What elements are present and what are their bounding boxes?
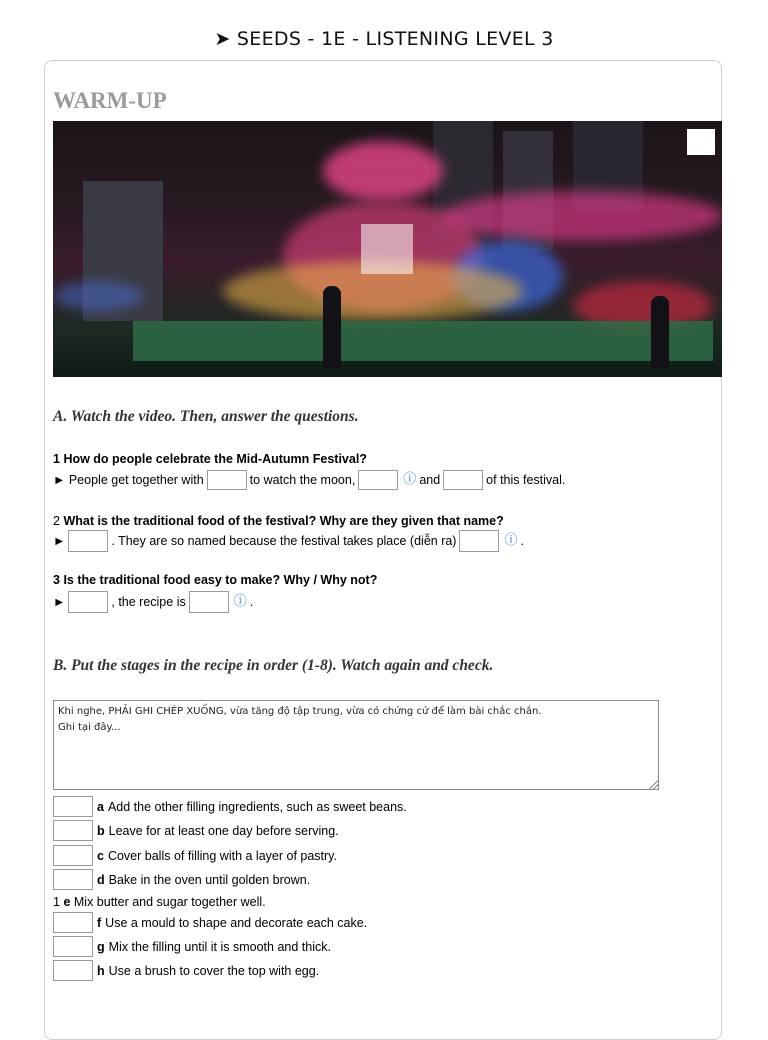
question-text: Is the traditional food easy to make? Why / Why not? xyxy=(63,573,378,587)
question-number: 3 xyxy=(53,573,60,587)
info-circle-icon[interactable]: ⓘ xyxy=(233,593,247,609)
recipe-stage-g xyxy=(53,936,331,957)
answer-2-blank-1[interactable] xyxy=(68,530,108,552)
stage-order-input-g[interactable] xyxy=(53,936,93,957)
video-overlay-box xyxy=(361,224,413,274)
stage-letter: e xyxy=(63,895,71,909)
recipe-stage-f xyxy=(53,912,367,933)
answer-2-blank-2[interactable] xyxy=(459,530,499,552)
video-person-silhouette xyxy=(651,296,669,368)
video-lantern-glow xyxy=(323,141,443,201)
stop-square-icon[interactable] xyxy=(687,129,715,155)
answer-3-line xyxy=(53,591,253,613)
stage-text: Use a mould to shape and decorate each cake. xyxy=(105,915,368,930)
info-circle-icon[interactable]: ⓘ xyxy=(504,532,518,548)
answer-3-blank-2[interactable] xyxy=(189,591,229,613)
video-lantern-glow xyxy=(443,191,722,241)
stage-given-number: 1 xyxy=(53,895,60,909)
stage-text: Mix the filling until it is smooth and thick. xyxy=(108,939,331,954)
stage-text: Cover balls of filling with a layer of pastry. xyxy=(107,848,337,863)
info-circle-icon[interactable]: ⓘ xyxy=(403,471,417,487)
recipe-stage-b xyxy=(53,820,339,841)
question-text: How do people celebrate the Mid-Autumn Festival? xyxy=(63,452,367,466)
video-lantern-glow xyxy=(53,281,143,311)
question-1 xyxy=(53,452,367,466)
answer-text: to watch the moon, xyxy=(249,473,356,487)
stage-text: Use a brush to cover the top with egg. xyxy=(108,963,320,978)
recipe-stage-e xyxy=(53,895,266,909)
recipe-stage-h xyxy=(53,960,319,981)
stage-letter: f xyxy=(97,915,102,930)
question-number: 2 xyxy=(53,514,60,528)
recipe-stage-c xyxy=(53,845,337,866)
stage-letter: g xyxy=(97,939,105,954)
answer-3-blank-1[interactable] xyxy=(68,591,108,613)
stage-text: Mix butter and sugar together well. xyxy=(73,895,266,909)
stage-letter: b xyxy=(97,823,105,838)
section-b-title: B. Put the stages in the recipe in order (1-8). Watch again and check. xyxy=(53,657,494,674)
stage-order-input-a[interactable] xyxy=(53,796,93,817)
stage-order-input-c[interactable] xyxy=(53,845,93,866)
answer-1-blank-2[interactable] xyxy=(358,470,398,490)
answer-text: and xyxy=(419,473,441,487)
answer-text: ► xyxy=(53,534,66,548)
answer-text: . xyxy=(520,534,524,548)
stage-text: Add the other filling ingredients, such as sweet beans. xyxy=(107,799,407,814)
stage-letter: h xyxy=(97,963,105,978)
answer-text: . They are so named because the festival takes place (diễn ra) xyxy=(111,534,457,548)
stage-letter: d xyxy=(97,872,105,887)
stage-order-input-b[interactable] xyxy=(53,820,93,841)
festival-video[interactable] xyxy=(53,121,722,377)
answer-1-line xyxy=(53,470,565,490)
answer-2-line xyxy=(53,530,524,552)
stage-letter: a xyxy=(97,799,104,814)
stage-order-input-h[interactable] xyxy=(53,960,93,981)
video-person-silhouette xyxy=(323,286,341,368)
question-3 xyxy=(53,573,377,587)
section-a-title: A. Watch the video. Then, answer the questions. xyxy=(53,408,359,425)
answer-text: , the recipe is xyxy=(111,595,186,609)
answer-1-blank-1[interactable] xyxy=(207,470,247,490)
video-foreground-barrier xyxy=(133,321,713,361)
answer-text: of this festival. xyxy=(486,473,566,487)
notes-textarea[interactable] xyxy=(53,700,659,790)
stage-text: Leave for at least one day before serving. xyxy=(108,823,339,838)
question-2 xyxy=(53,514,504,528)
warmup-heading: WARM-UP xyxy=(53,88,167,113)
recipe-stage-d xyxy=(53,869,310,890)
answer-text: ► xyxy=(53,595,66,609)
stage-text: Bake in the oven until golden brown. xyxy=(108,872,311,887)
stage-letter: c xyxy=(97,848,104,863)
stage-order-input-f[interactable] xyxy=(53,912,93,933)
page-title: ➤ SEEDS - 1E - LISTENING LEVEL 3 xyxy=(214,28,554,50)
question-number: 1 xyxy=(53,452,60,466)
answer-text: . xyxy=(249,595,254,609)
question-text: What is the traditional food of the festival? Why are they given that name? xyxy=(63,514,504,528)
answer-1-blank-3[interactable] xyxy=(443,470,483,490)
resize-grip-icon[interactable] xyxy=(648,779,658,789)
answer-text: ► People get together with xyxy=(53,473,204,487)
recipe-stage-a xyxy=(53,796,407,817)
stage-order-input-d[interactable] xyxy=(53,869,93,890)
